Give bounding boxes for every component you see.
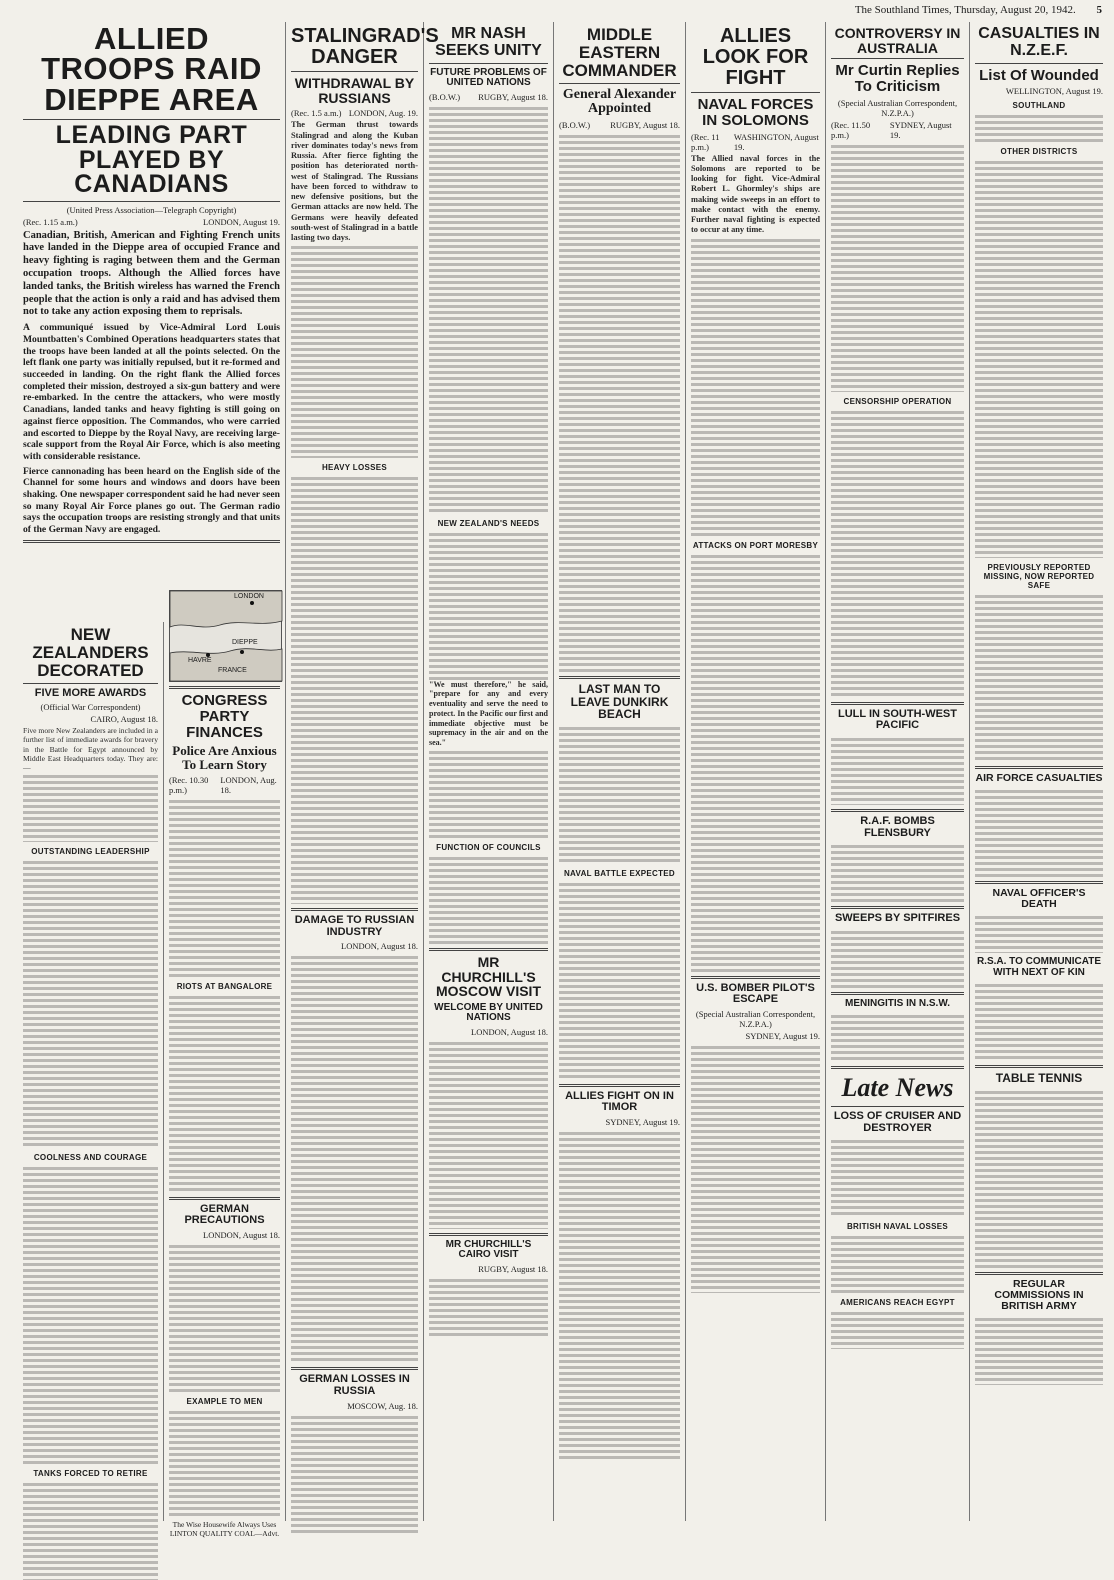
dateline: (Rec. 1.5 a.m.) LONDON, Aug. 19. <box>291 108 418 119</box>
text-block <box>429 1039 548 1229</box>
text-block <box>831 1012 964 1062</box>
text-block <box>291 1413 418 1533</box>
subhead-alexander: General Alexander Appointed <box>562 86 677 117</box>
headline-nash: MR NASH SEEKS UNITY <box>435 25 542 59</box>
dateline: (B.O.W.) RUGBY, August 18. <box>559 119 680 130</box>
section-heading: OUTSTANDING LEADERSHIP <box>31 847 150 857</box>
rule <box>169 1197 280 1200</box>
dateline: WELLINGTON, August 19. <box>1005 86 1103 97</box>
headline-meningitis: MENINGITIS IN N.S.W. <box>844 997 950 1009</box>
text-block <box>831 1309 964 1349</box>
rule <box>291 1367 418 1370</box>
quote-paragraph: "We must therefore," he said, "prepare for any and every eventuality and serve the need to protect. In the Pacific our first and immediate objective must be supremacy in the air and on the sea." <box>429 679 548 748</box>
rule <box>975 766 1103 769</box>
section-heading: FUNCTION OF COUNCILS <box>436 842 541 852</box>
column-stalingrad <box>286 22 439 1521</box>
lead-paragraph: Canadian, British, American and Fighting French units have landed in the Dieppe area of occupied France and heavy fighting is raging between them and the German occupation troops. Although the Allied forces have landed tanks, the British wireless has warned the French people that the action is only a raid and has advised them not to take any action exposing them to reprisals. <box>23 229 280 318</box>
rule <box>23 201 280 202</box>
map-dieppe <box>169 590 282 682</box>
rule <box>975 881 1103 884</box>
rule <box>291 908 418 911</box>
text-block <box>975 1315 1103 1385</box>
section-heading: EXAMPLE TO MEN <box>186 1396 263 1406</box>
subhead-future-problems: FUTURE PROBLEMS OF UNITED NATIONS <box>430 66 547 89</box>
headline-dieppe: ALLIED TROOPS RAID DIEPPE AREA <box>41 21 262 117</box>
map-congress-column <box>164 586 286 1538</box>
advert-coal: The Wise Housewife Always Uses LINTON QUALITY COAL—Advt. <box>169 1519 280 1538</box>
text-block <box>975 981 1103 1061</box>
rule <box>831 906 964 909</box>
headline-raf-flensbury: R.A.F. BOMBS FLENSBURY <box>860 814 935 839</box>
rule <box>691 976 820 979</box>
section-heading: RIOTS AT BANGALORE <box>176 981 273 991</box>
headline-casualties: CASUALTIES IN N.Z.E.F. <box>978 25 1100 59</box>
text-block <box>831 408 964 698</box>
dateline: LONDON, August 18. <box>471 1026 548 1037</box>
headline-naval-officer: NAVAL OFFICER'S DEATH <box>992 887 1086 911</box>
map-label-havre: HAVRE <box>188 657 212 664</box>
section-heading: PREVIOUSLY REPORTED MISSING, NOW REPORTED SAFE <box>983 563 1095 591</box>
text-block <box>169 993 280 1193</box>
text-block <box>23 1480 158 1580</box>
lead-paragraph: The German thrust towards Stalingrad and along the Kuban river dominates today's news from Russia. After fierce fighting the position has deteriorated north-west of Stalingrad. The Russians have been forced to withdraw to new defensive positions, but the German attacks are now held. The Germans were heavily defeated south-west of Stalingrad in a battle lasting two days. <box>291 120 418 243</box>
headline-allies-fight: ALLIES LOOK FOR FIGHT <box>702 25 809 89</box>
rule <box>23 683 158 684</box>
section-heading: BRITISH NAVAL LOSSES <box>846 1222 949 1232</box>
headline-german-losses: GERMAN LOSSES IN RUSSIA <box>299 1373 410 1398</box>
column-middle-east <box>554 22 686 1521</box>
text-block <box>559 1129 680 1459</box>
dateline: LONDON, August 18. <box>341 941 418 952</box>
section-heading: TANKS FORCED TO RETIRE <box>33 1469 148 1479</box>
headline-rsa: R.S.A. TO COMMUNICATE WITH NEXT OF KIN <box>976 956 1102 978</box>
text-block <box>291 243 418 458</box>
headline-cruiser-loss: LOSS OF CRUISER AND DESTROYER <box>833 1110 962 1134</box>
rule <box>429 63 548 64</box>
dateline: MOSCOW, Aug. 18. <box>347 1400 418 1411</box>
text-block <box>831 142 964 392</box>
subhead-five-awards: FIVE MORE AWARDS <box>34 686 147 699</box>
section-heading: NEW ZEALAND'S NEEDS <box>437 518 540 528</box>
subhead-welcome: WELCOME BY UNITED NATIONS <box>434 1001 543 1024</box>
subhead-police: Police Are Anxious To Learn Story <box>172 743 277 772</box>
byline: (Special Australian Correspondent, N.Z.P.A.) <box>695 1008 816 1029</box>
headline-controversy: CONTROVERSY IN AUSTRALIA <box>834 25 961 56</box>
headline-table-tennis: TABLE TENNIS <box>995 1071 1083 1086</box>
byline: (Special Australian Correspondent, N.Z.P.A.) <box>837 97 958 118</box>
rule <box>429 948 548 951</box>
rule <box>691 92 820 93</box>
text-block <box>291 953 418 1363</box>
text-block <box>429 104 548 514</box>
section-heading: ATTACKS ON PORT MORESBY <box>692 540 819 550</box>
text-block <box>691 236 820 536</box>
text-block <box>975 158 1103 558</box>
column-curtin <box>826 22 970 1521</box>
rule <box>559 83 680 84</box>
subhead-canadians: LEADING PART PLAYED BY CANADIANS <box>55 121 248 199</box>
rule <box>291 71 418 72</box>
rule <box>23 540 280 543</box>
paper-title: The Southland Times, Thursday, August 20, 1942. <box>854 4 1076 16</box>
headline-middle-east: MIDDLE EASTERN COMMANDER <box>562 25 677 80</box>
rule <box>975 1065 1103 1068</box>
dateline: CAIRO, August 18. <box>90 714 158 725</box>
dateline: SYDNEY, August 19. <box>745 1030 820 1041</box>
subhead-solomons: NAVAL FORCES IN SOLOMONS <box>697 96 814 129</box>
map-label-dieppe: DIEPPE <box>232 639 258 646</box>
text-block <box>429 530 548 680</box>
lead-paragraph: The Allied naval forces in the Solomons are reported to be looking for fight. Vice-Admiral Robert L. Ghormley's ships are making wide sweeps in an effort to make contact with the enemy. Further naval fighting is expected to occur at any time. <box>691 153 820 235</box>
text-block <box>23 858 158 1148</box>
dateline: (Rec. 1.15 a.m.) LONDON, August 19. <box>23 216 280 227</box>
text-block <box>169 1408 280 1518</box>
section-heading: HEAVY LOSSES <box>321 463 388 473</box>
headline-bomber-pilot: U.S. BOMBER PILOT'S ESCAPE <box>696 981 815 1006</box>
text-block <box>975 1088 1103 1268</box>
headline-churchill-moscow: MR CHURCHILL'S MOSCOW VISIT <box>436 953 541 1000</box>
text-block <box>831 842 964 902</box>
text-block <box>831 928 964 988</box>
late-news-banner: Late News <box>841 1073 954 1103</box>
section-heading: CENSORSHIP OPERATION <box>843 396 952 406</box>
column-nash <box>424 22 554 1521</box>
text-block <box>691 552 820 972</box>
rule <box>559 1084 680 1087</box>
rule <box>23 119 280 120</box>
headline-lull-pacific: LULL IN SOUTH-WEST PACIFIC <box>838 707 957 732</box>
text-block <box>831 1137 964 1217</box>
text-block <box>559 880 680 1080</box>
column-casualties <box>970 22 1108 1521</box>
subhead-curtin: Mr Curtin Replies To Criticism <box>835 62 960 96</box>
section-heading: COOLNESS AND COURAGE <box>33 1153 148 1163</box>
text-block <box>169 1242 280 1392</box>
text-block <box>291 474 418 904</box>
section-heading: OTHER DISTRICTS <box>1000 147 1078 157</box>
text-block <box>975 913 1103 953</box>
dateline: (Rec. 10.30 p.m.) LONDON, Aug. 18. <box>169 774 277 795</box>
communique-paragraph: A communiqué issued by Vice-Admiral Lord Louis Mountbatten's Combined Operations headquarters states that the troops have been landed at all the points selected. On the left flank one party was initially repulsed, but it re-formed and succeeded in landing. On the right flank the Allied forces completed their mission, destroyed a six-gun battery and were re-embarked. In the centre the attackers, who were mostly Canadians, landed tanks and heavy fighting is still going on against fierce opposition. The Commandos, who were carried and escorted to Dieppe by the Royal Navy, are receiving large-scale support from the Royal Air Force, which is also meeting with considerable resistance. <box>23 322 280 462</box>
text-block <box>975 787 1103 877</box>
text-block <box>429 854 548 944</box>
rule <box>831 1066 964 1069</box>
byline: (United Press Association—Telegraph Copyright) <box>66 204 237 215</box>
section-heading: AMERICANS REACH EGYPT <box>840 1298 955 1308</box>
text-block <box>23 1164 158 1464</box>
subhead-withdrawal: WITHDRAWAL BY RUSSIANS <box>294 75 415 106</box>
text-block <box>559 132 680 672</box>
text-block <box>831 1233 964 1293</box>
rule <box>831 702 964 705</box>
text-block <box>23 772 158 842</box>
section-heading: SOUTHLAND <box>1012 101 1066 111</box>
headline-german-precautions: GERMAN PRECAUTIONS <box>184 1202 265 1227</box>
rule <box>831 1106 964 1107</box>
dateline: RUGBY, August 18. <box>478 1263 548 1274</box>
body-text: Five more New Zealanders are included in a further list of immediate awards for bravery in the Battle for Egypt announced by Middle East Headquarters today. They are:— <box>23 726 158 773</box>
cannonading-paragraph: Fierce cannonading has been heard on the English side of the Channel for some hours and windows and doors have been shaking. One newspaper correspondent said he had never seen so many Royal Air Force planes go out. The German radio says the occupation troops are resisting strongly and that units of the German Navy are engaged. <box>23 465 280 536</box>
headline-damage-russian-industry: DAMAGE TO RUSSIAN INDUSTRY <box>294 914 415 938</box>
text-block <box>975 592 1103 762</box>
rule <box>975 63 1103 64</box>
text-block <box>429 748 548 838</box>
section-heading: NAVAL BATTLE EXPECTED <box>563 868 676 878</box>
headline-nz-decorated: NEW ZEALANDERS DECORATED <box>32 625 149 680</box>
dateline: SYDNEY, August 19. <box>605 1116 680 1127</box>
map-label-london: LONDON <box>234 593 264 600</box>
rule <box>831 58 964 59</box>
text-block <box>975 112 1103 142</box>
headline-spitfires: SWEEPS BY SPITFIRES <box>834 912 961 925</box>
dateline: (B.O.W.) RUGBY, August 18. <box>429 91 548 102</box>
headline-air-force-casualties: AIR FORCE CASUALTIES <box>975 772 1103 785</box>
rule <box>169 686 280 689</box>
byline: (Official War Correspondent) <box>40 702 141 713</box>
text-block <box>429 1276 548 1336</box>
subhead-wounded: List Of Wounded <box>979 66 1099 84</box>
headline-churchill-cairo: MR CHURCHILL'S CAIRO VISIT <box>445 1238 532 1261</box>
dateline: LONDON, August 18. <box>203 1229 280 1240</box>
masthead <box>855 4 1102 16</box>
headline-stalingrad: STALINGRAD'S DANGER <box>291 25 439 68</box>
page-number: 5 <box>1096 4 1102 16</box>
rule <box>831 809 964 812</box>
dateline: (Rec. 11 p.m.) WASHINGTON, August 19. <box>691 131 819 152</box>
rule <box>559 676 680 679</box>
nz-decorated-article <box>18 622 164 1521</box>
text-block <box>169 797 280 977</box>
text-block <box>691 1043 820 1293</box>
headline-congress: CONGRESS PARTY FINANCES <box>181 692 268 741</box>
headline-regular-commissions: REGULAR COMMISSIONS IN BRITISH ARMY <box>994 1277 1084 1313</box>
headline-timor: ALLIES FIGHT ON IN TIMOR <box>565 1089 674 1114</box>
rule <box>975 1272 1103 1275</box>
dateline: (Rec. 11.50 p.m.) SYDNEY, August 19. <box>831 119 952 140</box>
map-label-france: FRANCE <box>218 667 247 674</box>
text-block <box>831 735 964 805</box>
text-block <box>559 724 680 864</box>
headline-dunkirk: LAST MAN TO LEAVE DUNKIRK BEACH <box>570 681 669 722</box>
rule <box>831 992 964 995</box>
column-allies <box>686 22 826 1521</box>
rule <box>429 1233 548 1236</box>
